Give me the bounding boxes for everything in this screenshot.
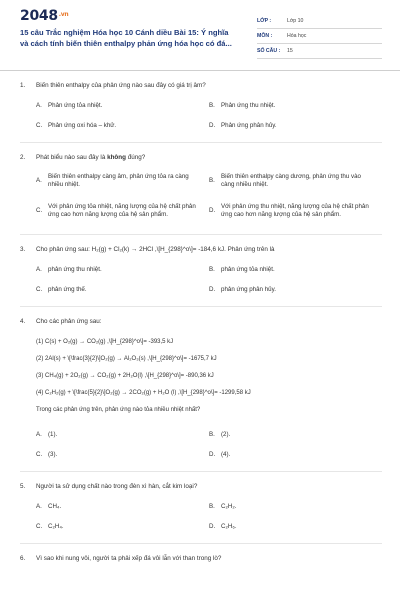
answer-options — [36, 168, 382, 228]
question-stem: Biến thiên enthalpy của phản ứng nào sau đây có giá trị âm? — [36, 82, 206, 89]
question-divider — [20, 543, 382, 544]
answer-options — [36, 497, 382, 537]
answer-options — [36, 425, 382, 465]
question-2 — [20, 153, 382, 235]
question-stem: Cho phản ứng sau: H₂(g) + Cl₂(k) → 2HCl ,\[H_{298}^o\]= -184,6 kJ. Phản ứng trên là — [36, 246, 275, 253]
option-text: C₂H₂. — [221, 502, 237, 510]
option-text: Phản ứng thu nhiệt. — [221, 101, 276, 109]
option-text: (4). — [221, 450, 231, 458]
option-d[interactable] — [209, 280, 382, 300]
option-b[interactable] — [209, 168, 382, 194]
option-text: phản ứng phân hủy. — [221, 285, 276, 293]
option-d[interactable] — [209, 517, 382, 537]
option-b[interactable] — [209, 96, 382, 116]
reaction-list — [36, 334, 382, 419]
option-d[interactable] — [209, 445, 382, 465]
option-text: Phản ứng phân hủy. — [221, 121, 277, 129]
question-5 — [20, 482, 382, 544]
question-stem — [36, 153, 382, 162]
option-letter: D. — [209, 285, 216, 293]
meta-value: 15 — [287, 48, 293, 54]
brand-name: 2048 — [20, 8, 58, 24]
option-letter: C. — [36, 121, 43, 129]
option-letter: B. — [209, 101, 215, 109]
option-a[interactable] — [36, 168, 209, 194]
question-stem: Cho các phản ứng sau: — [36, 318, 102, 325]
reaction-line: (2) 2Al(s) + \[\frac{3}{2}\]O₂(g) → Al₂O₃(s) ,\[H_{298}^o\]= -1675,7 kJ — [36, 356, 217, 363]
question-3 — [20, 245, 382, 307]
reaction-line: (4) C₂H₂(g) + \[\frac{5}{2}\]O₂(g) → 2CO₂(g) + H₂O (l) ,\[H_{298}^o\]= -1299,58 kJ — [36, 390, 251, 397]
meta-label: MÔN : — [257, 33, 273, 39]
question-number: 3. — [20, 246, 26, 253]
brand-logo[interactable] — [20, 8, 235, 24]
reaction-line: (1) C(s) + O₂(g) → CO₂(g) ,\[H_{298}^o\]= -393,5 kJ — [36, 339, 174, 346]
option-text: (3). — [48, 450, 58, 458]
question-stem: Người ta sử dụng chất nào trong đèn xì hàn, cắt kim loại? — [36, 483, 198, 490]
option-text: phản ứng tỏa nhiệt. — [221, 265, 275, 273]
option-letter: D. — [209, 450, 216, 458]
meta-box — [257, 14, 382, 62]
option-text: (2). — [221, 430, 231, 438]
option-d[interactable] — [209, 116, 382, 136]
question-prompt: Trong các phản ứng trên, phản ứng nào tỏa nhiều nhiệt nhất? — [36, 407, 201, 414]
header-left — [20, 6, 235, 62]
option-text: Với phản ứng thu nhiệt, năng lượng của hệ chất phản ứng cao hơn năng lượng của hệ sản phẩm. — [221, 202, 369, 218]
header — [20, 0, 382, 62]
meta-value: Lớp 10 — [287, 18, 304, 24]
meta-row-count — [257, 44, 382, 59]
option-letter: B. — [209, 502, 215, 510]
option-text: Biến thiên enthalpy càng dương, phản ứng thu vào càng nhiều nhiệt. — [221, 172, 361, 188]
question-stem: Vì sao khi nung vôi, người ta phải xếp đá vôi lẫn với than trong lò? — [36, 555, 222, 562]
option-a[interactable] — [36, 497, 209, 517]
option-letter: A. — [36, 502, 42, 510]
option-letter: A. — [36, 176, 42, 184]
option-text: C₂H₄. — [48, 522, 64, 530]
option-text: C₂H₆. — [221, 522, 237, 530]
question-number: 1. — [20, 82, 26, 89]
question-divider — [20, 234, 382, 235]
meta-row-subject — [257, 29, 382, 44]
option-text: Phản ứng oxi hóa – khử. — [48, 121, 117, 129]
option-letter: D. — [209, 206, 216, 214]
option-text: Với phản ứng tỏa nhiệt, năng lượng của hệ chất phản ứng cao hơn năng lượng của hệ sản phẩm. — [48, 202, 196, 218]
header-divider — [0, 70, 400, 71]
option-letter: B. — [209, 176, 215, 184]
meta-label: SỐ CÂU : — [257, 48, 281, 54]
option-text: phản ứng thu nhiệt. — [48, 265, 102, 273]
option-text: phản ứng thế. — [48, 285, 87, 293]
option-letter: B. — [209, 430, 215, 438]
option-letter: C. — [36, 450, 43, 458]
question-number: 5. — [20, 483, 26, 490]
option-text: Phản ứng tỏa nhiệt. — [48, 101, 103, 109]
option-text: (1). — [48, 430, 58, 438]
stem-text: đúng? — [125, 154, 146, 161]
answer-options — [36, 260, 382, 300]
question-number: 4. — [20, 318, 26, 325]
option-letter: D. — [209, 121, 216, 129]
option-a[interactable] — [36, 96, 209, 116]
option-b[interactable] — [209, 425, 382, 445]
option-letter: C. — [36, 522, 43, 530]
meta-label: LỚP : — [257, 18, 272, 24]
option-text: CH₄. — [48, 502, 62, 510]
option-letter: C. — [36, 285, 43, 293]
option-letter: A. — [36, 101, 42, 109]
option-letter: C. — [36, 206, 43, 214]
option-letter: D. — [209, 522, 216, 530]
stem-emphasis: không — [107, 154, 126, 161]
option-letter: A. — [36, 265, 42, 273]
option-a[interactable] — [36, 425, 209, 445]
meta-value: Hóa học — [287, 33, 307, 39]
option-c[interactable] — [36, 280, 209, 300]
option-c[interactable] — [36, 194, 209, 228]
stem-text: Phát biểu nào sau đây là — [36, 154, 108, 161]
option-c[interactable] — [36, 445, 209, 465]
option-letter: B. — [209, 265, 215, 273]
question-4 — [20, 317, 382, 472]
option-letter: A. — [36, 430, 42, 438]
document-title: 15 câu Trắc nghiệm Hóa học 10 Cánh diều Bài 15: Ý nghĩa và cách tính biến thiên enthalpy phản ứng hóa học có đá... — [20, 28, 232, 48]
question-divider — [20, 306, 382, 307]
option-b[interactable] — [209, 260, 382, 280]
option-a[interactable] — [36, 260, 209, 280]
question-number: 2. — [20, 154, 26, 161]
brand-tld: .vn — [58, 11, 69, 18]
reaction-line: (3) CH₄(g) + 2O₂(g) → CO₂(g) + 2H₂O(l) ,\[H_{298}^o\]= -890,36 kJ — [36, 373, 214, 380]
question-divider — [20, 142, 382, 143]
option-text: Biến thiên enthalpy càng âm, phản ứng tỏa ra càng nhiều nhiệt. — [48, 172, 189, 188]
option-d[interactable] — [209, 194, 382, 228]
answer-options — [36, 96, 382, 136]
meta-row-class — [257, 14, 382, 29]
option-c[interactable] — [36, 517, 209, 537]
question-1 — [20, 81, 382, 143]
option-c[interactable] — [36, 116, 209, 136]
question-divider — [20, 471, 382, 472]
question-6 — [20, 554, 382, 563]
option-b[interactable] — [209, 497, 382, 517]
question-number: 6. — [20, 555, 26, 562]
